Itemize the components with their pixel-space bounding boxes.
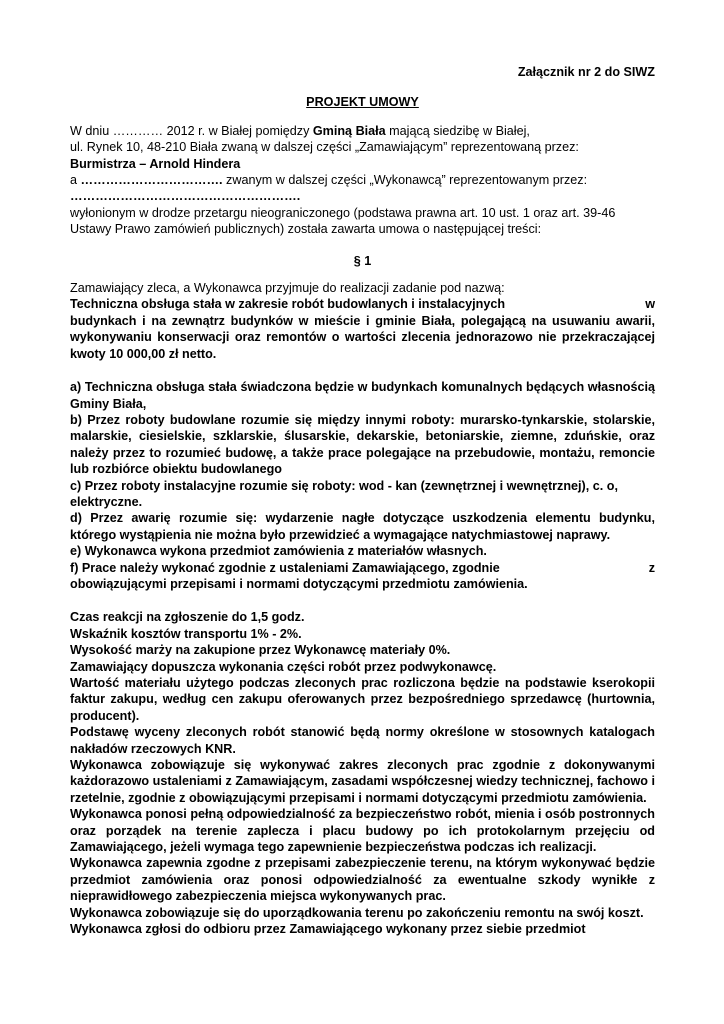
term-paragraph: Wartość materiału użytego podczas zleconych prac rozliczona będzie na podstawie kserokopii faktur zakupu, według cen zakupu oferowanych przez bezpośredniego sprzedawcę (hurtownia, producent). — [70, 676, 655, 723]
spacer — [70, 362, 655, 379]
list-item-e: e) Wykonawca wykona przedmiot zamówienia z materiałów własnych. — [70, 544, 487, 559]
document-title: PROJEKT UMOWY — [306, 95, 419, 110]
term-paragraph: Wysokość marży na zakupione przez Wykonawcę materiały 0%. — [70, 643, 451, 658]
list-item-f-line-1 — [70, 560, 655, 576]
term-paragraph: Zamawiający dopuszcza wykonania części robót przez podwykonawcę. — [70, 659, 497, 674]
section-heading: § 1 — [353, 253, 372, 268]
term-paragraph: Wykonawca zobowiązuje się wykonywać zakres zleconych prac zgodnie z dokonywanymi każdorazowo ustaleniami z Zamawiającym, zasadami współczesnej wiedzy technicznej, fachowo i rzetelnie, zgodnie z obowiązującymi przepisami i normami dotyczącymi przedmiotu zamówienia. — [70, 758, 655, 805]
section-lead: Zamawiający zleca, a Wykonawca przyjmuje do realizacji zadanie pod nazwą: — [70, 281, 505, 296]
list-item-f-end: z — [648, 560, 655, 575]
term-paragraph: Wskaźnik kosztów transportu 1% - 2%. — [70, 626, 302, 641]
task-line-1-end: w — [645, 297, 655, 312]
list-item-b: b) Przez roboty budowlane rozumie się między innymi roboty: murarsko-tynkarskie, stolarskie, malarskie, ciesielskie, szklarskie, ślusarskie, dekarskie, betoniarskie, ziemne, zduńskie, oraz należy przez to rozumieć budowę, a także prace polegające na przebudowie, montażu, remoncie lub rozbiórce obiektu budowlanego — [70, 412, 655, 477]
intro-line-1 — [70, 123, 655, 139]
term-paragraph: Podstawę wyceny zleconych robót stanowić będą normy określone w stosownych katalogach nakładów rzeczowych KNR. — [70, 725, 655, 756]
term-paragraph: Wykonawca ponosi pełną odpowiedzialność za bezpieczeństwo robót, mienia i osób postronnych oraz porządek na terenie zaplecza i placu budowy po ich protokolarnym przejęciu od Zamawiającego, jeżeli wymaga tego zapewnienie bezpieczeństwa podczas ich realizacji. — [70, 807, 655, 855]
spacer — [70, 238, 655, 253]
intro-line-2: ul. Rynek 10, 48-210 Biała zwaną w dalszej części „Zamawiającym” reprezentowaną przez: — [70, 140, 579, 155]
intro-legal-basis: wyłonionym w drodze przetargu nieograniczonego (podstawa prawna art. 10 ust. 1 oraz art. 39-46 Ustawy Prawo zamówień publicznych) została zawarta umowa o następującej treści: — [70, 205, 616, 237]
intro-a-text: a — [70, 173, 81, 188]
intro-date-text: W dniu ………… 2012 r. w Białej pomiędzy — [70, 123, 313, 138]
intro-representative: Burmistrza – Arnold Hindera — [70, 156, 241, 171]
list-item-f-rest: obowiązującymi przepisami i normami dotyczącymi przedmiotu zamówienia. — [70, 576, 528, 591]
task-description: budynkach i na zewnątrz budynków w mieście i gminie Biała, polegającą na usuwaniu awarii, wykonywaniu konserwacji oraz remontów o wartości zlecenia jednorazowo nie przekraczającej kwoty 10 000,00 zł netto. — [70, 313, 655, 361]
intro-seat-text: mającą siedzibę w Białej, — [385, 123, 530, 138]
intro-representative-blank: ………………………………………………. — [70, 189, 301, 204]
term-paragraph: Czas reakcji na zgłoszenie do 1,5 godz. — [70, 610, 305, 625]
attachment-label: Załącznik nr 2 do SIWZ — [517, 65, 655, 79]
spacer — [70, 592, 655, 609]
list-item-a: a) Techniczna obsługa stała świadczona będzie w budynkach komunalnych będących własnością Gminy Biała, — [70, 380, 655, 411]
list-item-f-text: f) Prace należy wykonać zgodnie z ustaleniami Zamawiającego, zgodnie — [70, 560, 500, 575]
term-paragraph: Wykonawca zobowiązuje się do uporządkowania terenu po zakończeniu remontu na swój koszt. — [70, 905, 644, 920]
task-line-1-text: Techniczna obsługa stała w zakresie robót budowlanych i instalacyjnych — [70, 297, 506, 312]
task-line-1 — [70, 296, 655, 312]
intro-contractor-blank: ……………………………. — [80, 173, 223, 188]
intro-party-name: Gminą Biała — [312, 123, 386, 138]
list-item-c: c) Przez roboty instalacyjne rozumie się roboty: wod - kan (zewnętrznej i wewnętrznej), c. o, elektryczne. — [70, 478, 618, 509]
intro-line-4 — [70, 172, 655, 188]
list-item-d: d) Przez awarię rozumie się: wydarzenie nagłe dotyczące uszkodzenia elementu budynku, którego wystąpienia nie można było przewidzieć a wymagające natychmiastowej naprawy. — [70, 511, 655, 542]
intro-contractor-text: zwanym w dalszej części „Wykonawcą” reprezentowanym przez: — [222, 173, 588, 188]
term-paragraph: Wykonawca zapewnia zgodne z przepisami zabezpieczenie terenu, na którym wykonywać będzie przedmiot zamówienia oraz ponosi odpowiedzialność za ewentualne szkody wynikłe z nieprawidłowego zabezpieczenia miejsca wykonywanych prac. — [70, 856, 655, 904]
term-paragraph: Wykonawca zgłosi do odbioru przez Zamawiającego wykonany przez siebie przedmiot — [70, 922, 586, 937]
document-body — [70, 64, 655, 938]
